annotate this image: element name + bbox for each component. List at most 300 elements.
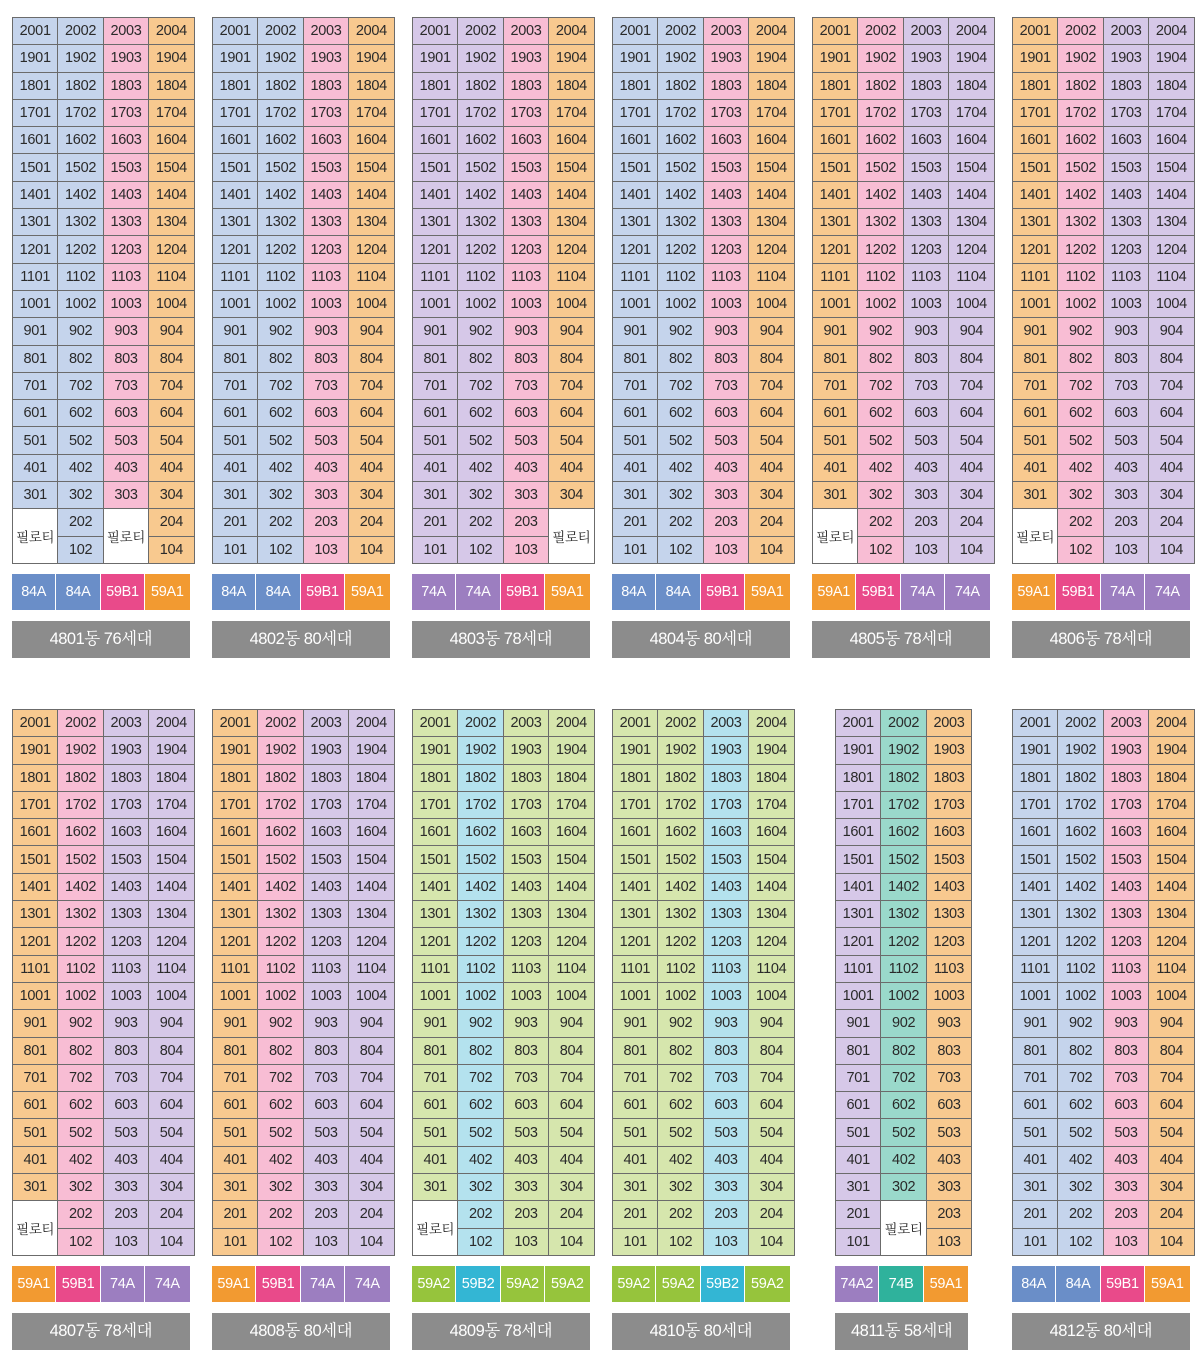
unit-cell: 704 (949, 372, 994, 399)
floor-row (213, 710, 395, 737)
unit-cell: 1504 (549, 154, 594, 181)
unit-cell: 1402 (1058, 181, 1103, 208)
pilotis-cell: 필로티 (1013, 509, 1058, 564)
unit-cell: 1803 (503, 764, 548, 791)
unit-cell: 1902 (258, 737, 303, 764)
floor-row (613, 290, 795, 317)
unit-cell: 1802 (58, 764, 103, 791)
unit-cell: 102 (1058, 1228, 1103, 1255)
unit-cell: 103 (903, 536, 948, 563)
unit-cell: 403 (503, 1146, 548, 1173)
floor-row (213, 873, 395, 900)
unit-cell: 1302 (458, 901, 503, 928)
unit-cell: 1501 (413, 846, 458, 873)
floor-row (1013, 1119, 1195, 1146)
unit-cell: 1703 (303, 791, 348, 818)
floor-row (413, 1174, 595, 1201)
building-label: 4803동 78세대 (412, 621, 590, 658)
unit-cell: 1502 (458, 154, 503, 181)
unit-cell: 1803 (903, 72, 948, 99)
unit-cell: 1003 (1103, 982, 1148, 1009)
unit-cell: 1004 (149, 982, 194, 1009)
floor-row (813, 372, 995, 399)
unit-cell: 1101 (13, 955, 58, 982)
unit-cell: 201 (213, 1201, 258, 1228)
unit-cell: 1904 (549, 737, 594, 764)
unit-cell: 1003 (303, 290, 348, 317)
unit-table (12, 709, 195, 1256)
unit-cell: 503 (303, 1119, 348, 1146)
unit-cell: 1203 (303, 928, 348, 955)
unit-cell: 1702 (58, 791, 103, 818)
floor-row (413, 99, 595, 126)
unit-type-badge: 59B2 (701, 1266, 745, 1302)
floor-row (213, 1092, 395, 1119)
floor-row (413, 1201, 595, 1228)
unit-cell: 904 (949, 318, 994, 345)
unit-cell: 1802 (58, 72, 103, 99)
unit-cell: 804 (1149, 345, 1194, 372)
unit-cell: 703 (103, 372, 148, 399)
unit-cell: 2004 (749, 18, 794, 45)
unit-type-badge: 84A (256, 574, 300, 610)
floor-row (613, 928, 795, 955)
unit-cell: 2002 (458, 18, 503, 45)
floor-row (13, 372, 195, 399)
floor-row (1013, 509, 1195, 536)
unit-cell: 603 (903, 400, 948, 427)
floor-row (1013, 127, 1195, 154)
floor-row (213, 209, 395, 236)
unit-cell: 1102 (1058, 263, 1103, 290)
floor-row (813, 127, 995, 154)
unit-cell: 801 (413, 345, 458, 372)
unit-cell: 704 (349, 1064, 394, 1091)
unit-cell: 402 (458, 1146, 503, 1173)
unit-cell: 603 (103, 400, 148, 427)
unit-cell: 903 (1103, 1010, 1148, 1037)
unit-cell: 1103 (703, 955, 748, 982)
unit-cell: 1903 (303, 45, 348, 72)
unit-cell: 702 (58, 372, 103, 399)
unit-cell: 2003 (103, 18, 148, 45)
unit-cell: 1302 (1058, 209, 1103, 236)
unit-cell: 1501 (1013, 154, 1058, 181)
floor-row (13, 290, 195, 317)
unit-cell: 1903 (1103, 45, 1148, 72)
floor-row (213, 127, 395, 154)
unit-cell: 601 (413, 400, 458, 427)
unit-table (412, 17, 595, 564)
unit-cell: 2004 (349, 18, 394, 45)
unit-cell: 1601 (413, 127, 458, 154)
unit-type-bar (412, 574, 590, 610)
floor-row (413, 72, 595, 99)
floor-row (813, 427, 995, 454)
unit-cell: 1202 (658, 928, 703, 955)
floor-row (413, 318, 595, 345)
unit-cell: 1904 (949, 45, 994, 72)
unit-cell: 804 (149, 345, 194, 372)
floor-row (613, 764, 795, 791)
unit-cell: 1603 (1103, 127, 1148, 154)
unit-cell: 1503 (926, 846, 971, 873)
unit-cell: 504 (749, 427, 794, 454)
unit-cell: 303 (1103, 1174, 1148, 1201)
pilotis-cell: 필로티 (549, 509, 594, 564)
building-4 (812, 17, 990, 662)
unit-cell: 1602 (658, 127, 703, 154)
unit-cell: 1201 (413, 928, 458, 955)
unit-cell: 1602 (58, 127, 103, 154)
floor-row (613, 819, 795, 846)
unit-cell: 1903 (503, 45, 548, 72)
unit-cell: 204 (149, 509, 194, 536)
unit-cell: 903 (103, 1010, 148, 1037)
floor-row (613, 710, 795, 737)
floor-row (613, 901, 795, 928)
unit-cell: 1104 (349, 263, 394, 290)
unit-cell: 103 (926, 1228, 971, 1255)
unit-cell: 404 (349, 454, 394, 481)
floor-row (413, 710, 595, 737)
unit-cell: 404 (549, 1146, 594, 1173)
unit-cell: 1903 (926, 737, 971, 764)
unit-cell: 1903 (103, 45, 148, 72)
unit-cell: 1702 (858, 99, 903, 126)
unit-cell: 402 (1058, 1146, 1103, 1173)
unit-table (612, 17, 795, 564)
unit-cell: 602 (458, 1092, 503, 1119)
floor-row (213, 1146, 395, 1173)
unit-cell: 801 (413, 1037, 458, 1064)
floor-row (13, 45, 195, 72)
building-0 (12, 17, 190, 662)
unit-table (1012, 17, 1195, 564)
floor-row (13, 1092, 195, 1119)
unit-cell: 102 (458, 1228, 503, 1255)
unit-cell: 2002 (858, 18, 903, 45)
floor-row (1013, 72, 1195, 99)
unit-cell: 402 (458, 454, 503, 481)
unit-cell: 204 (749, 509, 794, 536)
unit-cell: 1003 (926, 982, 971, 1009)
floor-row (213, 372, 395, 399)
unit-cell: 1004 (749, 982, 794, 1009)
unit-cell: 1504 (749, 846, 794, 873)
unit-cell: 1903 (703, 737, 748, 764)
unit-type-badge: 59B2 (456, 1266, 500, 1302)
unit-cell: 1503 (503, 154, 548, 181)
unit-cell: 1804 (949, 72, 994, 99)
floor-row (1013, 737, 1195, 764)
floor-row (213, 1037, 395, 1064)
unit-cell: 702 (458, 1064, 503, 1091)
unit-cell: 1003 (103, 290, 148, 317)
unit-cell: 703 (303, 1064, 348, 1091)
unit-cell: 1802 (1058, 764, 1103, 791)
unit-cell: 1402 (881, 873, 926, 900)
unit-cell: 1402 (58, 181, 103, 208)
floor-row (613, 18, 795, 45)
unit-cell: 2004 (949, 18, 994, 45)
unit-cell: 102 (258, 536, 303, 563)
floor-row (613, 263, 795, 290)
unit-cell: 1404 (949, 181, 994, 208)
unit-cell: 1502 (458, 846, 503, 873)
unit-cell: 603 (303, 1092, 348, 1119)
building-2 (412, 17, 590, 662)
unit-cell: 1403 (1103, 181, 1148, 208)
floor-row (813, 45, 995, 72)
unit-cell: 1703 (503, 99, 548, 126)
unit-cell: 1801 (1013, 72, 1058, 99)
unit-cell: 501 (613, 1119, 658, 1146)
unit-cell: 1804 (1149, 764, 1194, 791)
unit-cell: 1303 (703, 901, 748, 928)
unit-cell: 601 (613, 1092, 658, 1119)
unit-cell: 2003 (503, 710, 548, 737)
unit-cell: 103 (1103, 536, 1148, 563)
unit-cell: 603 (1103, 400, 1148, 427)
unit-cell: 603 (1103, 1092, 1148, 1119)
unit-type-badge: 84A (212, 574, 256, 610)
unit-cell: 602 (1058, 400, 1103, 427)
unit-cell: 702 (258, 372, 303, 399)
unit-cell: 703 (503, 372, 548, 399)
unit-cell: 404 (1149, 1146, 1194, 1173)
unit-cell: 503 (1103, 427, 1148, 454)
unit-cell: 902 (458, 318, 503, 345)
floor-row (1013, 1092, 1195, 1119)
unit-table (12, 17, 195, 564)
floor-row (13, 427, 195, 454)
floor-row (213, 400, 395, 427)
unit-cell: 1203 (103, 928, 148, 955)
unit-table (1012, 709, 1195, 1256)
unit-cell: 1603 (503, 819, 548, 846)
unit-cell: 502 (881, 1119, 926, 1146)
unit-cell: 1303 (1103, 901, 1148, 928)
unit-cell: 1301 (213, 209, 258, 236)
unit-cell: 1803 (503, 72, 548, 99)
unit-cell: 1701 (213, 99, 258, 126)
unit-cell: 502 (658, 427, 703, 454)
unit-cell: 304 (149, 1174, 194, 1201)
unit-cell: 301 (813, 482, 858, 509)
unit-cell: 403 (303, 454, 348, 481)
unit-cell: 1804 (749, 764, 794, 791)
floor-row (1013, 154, 1195, 181)
floor-row (413, 1119, 595, 1146)
unit-cell: 702 (658, 372, 703, 399)
unit-cell: 403 (926, 1146, 971, 1173)
unit-cell: 1303 (503, 901, 548, 928)
unit-cell: 901 (1013, 1010, 1058, 1037)
unit-cell: 202 (58, 509, 103, 536)
unit-cell: 803 (1103, 1037, 1148, 1064)
unit-cell: 1601 (13, 127, 58, 154)
unit-cell: 1803 (303, 72, 348, 99)
unit-cell: 102 (58, 1228, 103, 1255)
unit-cell: 301 (613, 1174, 658, 1201)
unit-cell: 301 (1013, 482, 1058, 509)
unit-cell: 1504 (549, 846, 594, 873)
building-9 (612, 709, 790, 1354)
unit-cell: 1501 (413, 154, 458, 181)
floor-row (413, 236, 595, 263)
unit-cell: 704 (749, 372, 794, 399)
unit-cell: 1602 (1058, 819, 1103, 846)
unit-cell: 903 (1103, 318, 1148, 345)
floor-row (413, 372, 595, 399)
unit-cell: 402 (258, 1146, 303, 1173)
unit-cell: 804 (749, 1037, 794, 1064)
unit-cell: 903 (303, 1010, 348, 1037)
floor-row (213, 318, 395, 345)
unit-cell: 904 (549, 318, 594, 345)
unit-cell: 901 (813, 318, 858, 345)
unit-cell: 603 (303, 400, 348, 427)
unit-cell: 1403 (503, 873, 548, 900)
unit-type-badge: 59A2 (612, 1266, 656, 1302)
building-label: 4806동 78세대 (1012, 621, 1190, 658)
unit-cell: 801 (613, 345, 658, 372)
unit-cell: 1801 (413, 764, 458, 791)
floor-row (1013, 318, 1195, 345)
floor-row (1013, 181, 1195, 208)
unit-cell: 503 (703, 427, 748, 454)
unit-cell: 1002 (258, 982, 303, 1009)
building-label: 4804동 80세대 (612, 621, 790, 658)
unit-cell: 1701 (213, 791, 258, 818)
unit-cell: 1503 (703, 846, 748, 873)
unit-cell: 1504 (1149, 846, 1194, 873)
unit-cell: 802 (1058, 345, 1103, 372)
unit-cell: 1002 (881, 982, 926, 1009)
floor-row (413, 791, 595, 818)
floor-row (413, 209, 595, 236)
unit-cell: 1704 (749, 99, 794, 126)
unit-cell: 1303 (503, 209, 548, 236)
unit-type-badge: 84A (1012, 1266, 1056, 1302)
unit-table (812, 17, 995, 564)
unit-cell: 103 (703, 536, 748, 563)
unit-cell: 1304 (549, 901, 594, 928)
unit-cell: 1202 (658, 236, 703, 263)
floor-row (13, 482, 195, 509)
unit-cell: 601 (213, 1092, 258, 1119)
unit-cell: 803 (103, 345, 148, 372)
floor-row (413, 181, 595, 208)
unit-cell: 403 (303, 1146, 348, 1173)
unit-cell: 802 (258, 1037, 303, 1064)
unit-cell: 504 (749, 1119, 794, 1146)
unit-cell: 1003 (903, 290, 948, 317)
floor-row (413, 127, 595, 154)
unit-cell: 2001 (613, 18, 658, 45)
unit-cell: 1304 (349, 209, 394, 236)
unit-cell: 902 (58, 1010, 103, 1037)
unit-cell: 1801 (813, 72, 858, 99)
building-label: 4810동 80세대 (612, 1313, 790, 1350)
floor-row (813, 345, 995, 372)
unit-cell: 1502 (58, 846, 103, 873)
unit-cell: 1902 (58, 737, 103, 764)
unit-cell: 802 (658, 1037, 703, 1064)
unit-cell: 1201 (13, 928, 58, 955)
unit-cell: 202 (458, 509, 503, 536)
unit-type-badge: 59B1 (501, 574, 545, 610)
unit-cell: 201 (613, 509, 658, 536)
unit-type-badge: 59A1 (212, 1266, 256, 1302)
unit-type-badge: 74A (456, 574, 500, 610)
building-label: 4808동 80세대 (212, 1313, 390, 1350)
unit-cell: 1801 (213, 72, 258, 99)
floor-row (813, 72, 995, 99)
unit-cell: 403 (103, 1146, 148, 1173)
unit-type-badge: 84A (12, 574, 56, 610)
unit-cell: 802 (458, 1037, 503, 1064)
unit-cell: 1403 (303, 181, 348, 208)
unit-cell: 2002 (658, 18, 703, 45)
floor-row (413, 846, 595, 873)
unit-cell: 104 (1149, 1228, 1194, 1255)
floor-row (1013, 427, 1195, 454)
unit-cell: 1002 (1058, 290, 1103, 317)
floor-row (1013, 901, 1195, 928)
floor-row (213, 846, 395, 873)
unit-cell: 1204 (149, 928, 194, 955)
unit-cell: 1704 (149, 99, 194, 126)
unit-cell: 2003 (303, 710, 348, 737)
floor-row (613, 1201, 795, 1228)
unit-cell: 302 (458, 1174, 503, 1201)
unit-cell: 1802 (658, 764, 703, 791)
unit-cell: 103 (103, 1228, 148, 1255)
unit-cell: 1101 (836, 955, 881, 982)
floor-row (213, 764, 395, 791)
floor-row (413, 737, 595, 764)
unit-cell: 704 (549, 1064, 594, 1091)
unit-cell: 1603 (1103, 819, 1148, 846)
unit-type-bar (412, 1266, 590, 1302)
unit-cell: 904 (149, 318, 194, 345)
unit-cell: 1601 (213, 127, 258, 154)
unit-cell: 1001 (1013, 982, 1058, 1009)
unit-type-badge: 59A2 (656, 1266, 700, 1302)
unit-cell: 1202 (58, 928, 103, 955)
unit-cell: 102 (858, 536, 903, 563)
unit-cell: 1901 (1013, 45, 1058, 72)
unit-cell: 1904 (149, 737, 194, 764)
unit-cell: 602 (858, 400, 903, 427)
unit-cell: 1601 (413, 819, 458, 846)
unit-cell: 602 (881, 1092, 926, 1119)
unit-cell: 1801 (213, 764, 258, 791)
unit-cell: 1701 (13, 99, 58, 126)
unit-cell: 1601 (813, 127, 858, 154)
unit-cell: 1102 (58, 955, 103, 982)
unit-cell: 1001 (813, 290, 858, 317)
unit-cell: 2001 (813, 18, 858, 45)
floor-row (213, 72, 395, 99)
floor-row (13, 955, 195, 982)
unit-cell: 1801 (1013, 764, 1058, 791)
unit-cell: 304 (149, 482, 194, 509)
unit-cell: 302 (881, 1174, 926, 1201)
unit-cell: 1803 (103, 72, 148, 99)
